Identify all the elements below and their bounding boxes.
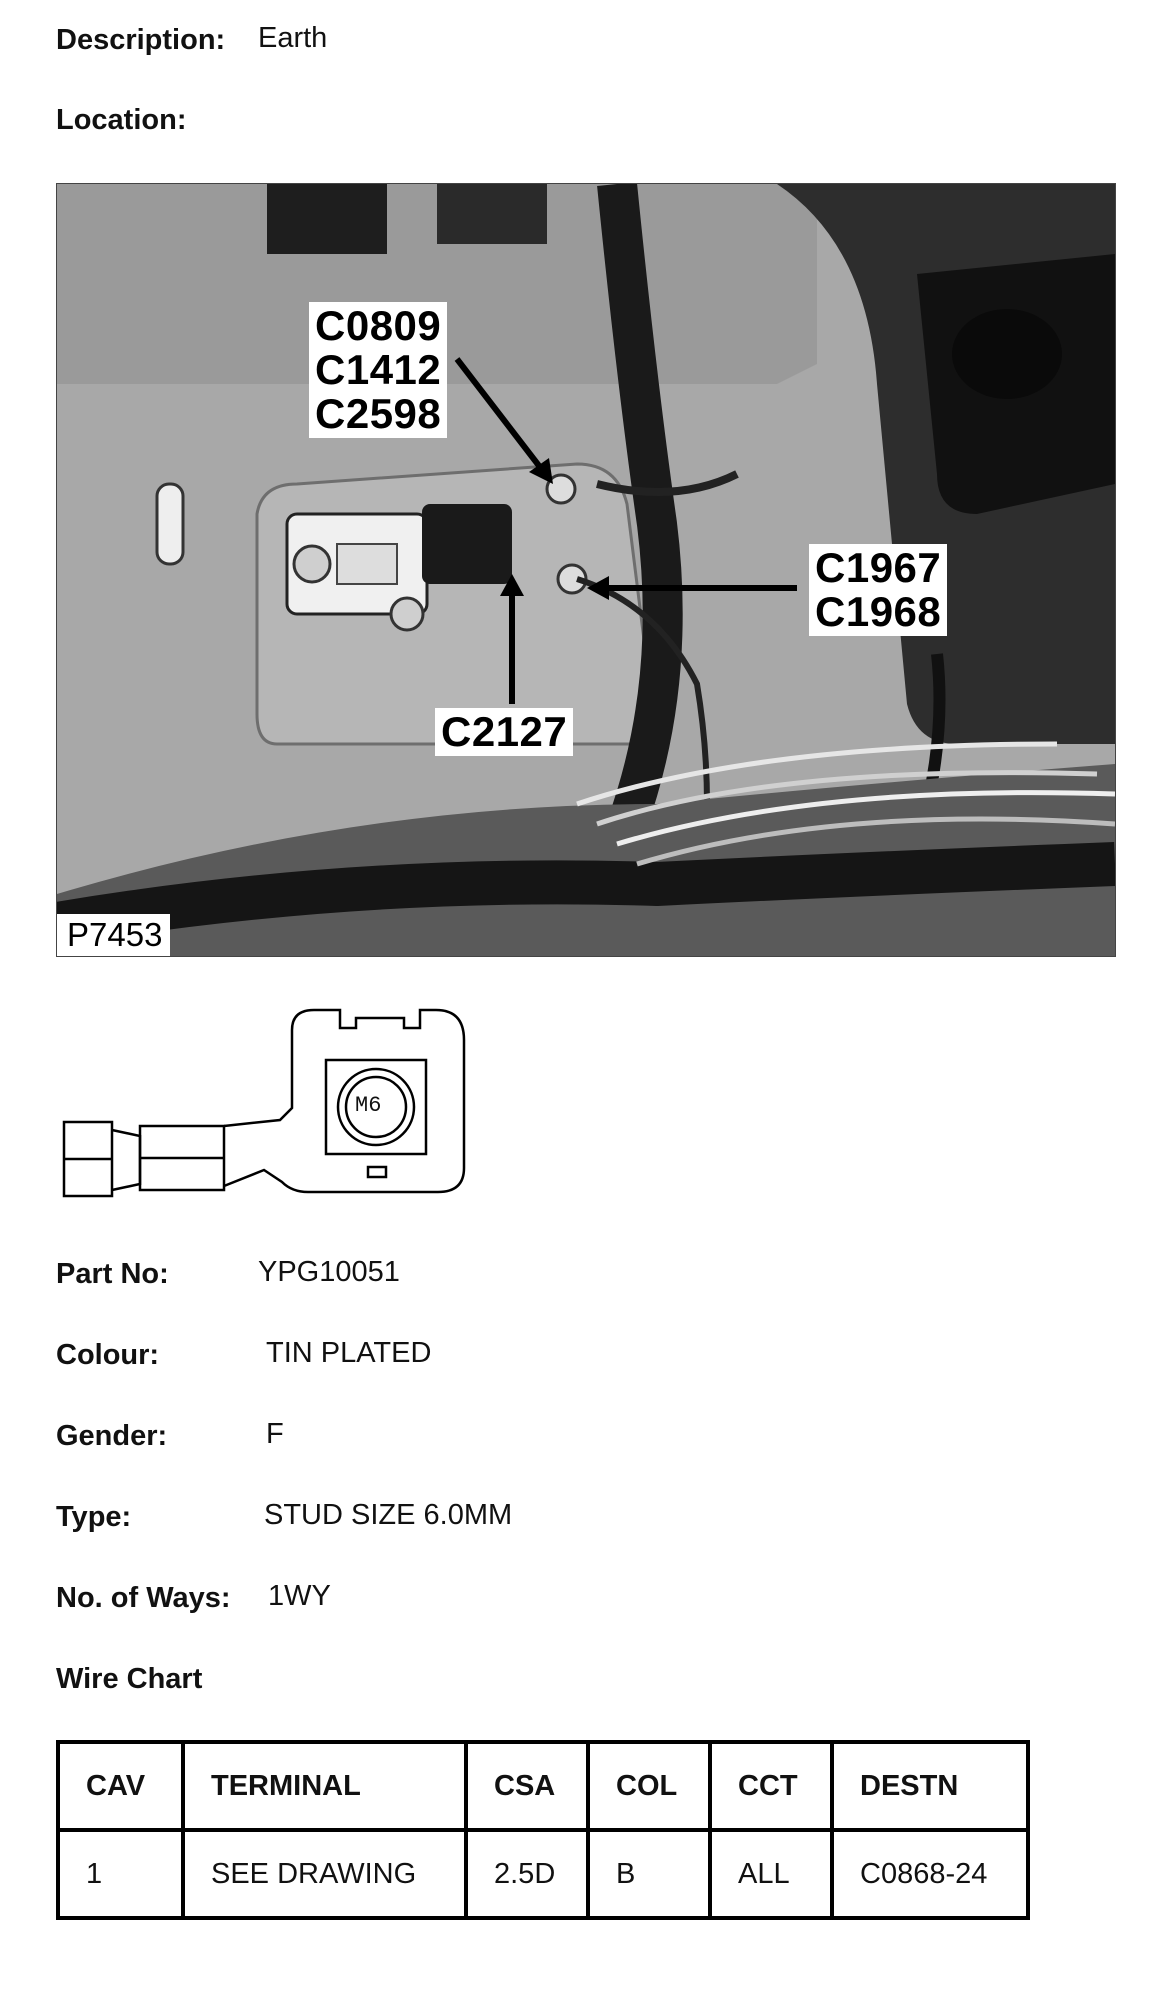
cell-csa: 2.5D <box>466 1830 588 1918</box>
part-no-value: YPG10051 <box>258 1256 400 1288</box>
location-photo <box>56 183 1116 957</box>
location-label: Location: <box>56 104 187 136</box>
callout-text: C0809 <box>315 302 442 349</box>
no-of-ways-value: 1WY <box>268 1580 331 1612</box>
gender-value: F <box>266 1418 284 1450</box>
wire-chart-table <box>56 1740 1030 1920</box>
connector-drawing <box>56 1000 476 1215</box>
type-value: STUD SIZE 6.0MM <box>264 1499 513 1531</box>
cell-cav: 1 <box>58 1830 183 1918</box>
cell-col: B <box>588 1830 710 1918</box>
colour-label: Colour: <box>56 1339 160 1371</box>
callout-text: C1412 <box>315 346 442 393</box>
header-cav: CAV <box>58 1742 183 1830</box>
colour-value: TIN PLATED <box>266 1337 432 1369</box>
photo-id-label: P7453 <box>57 914 170 956</box>
callout-text: C1968 <box>815 588 942 635</box>
part-no-label: Part No: <box>56 1258 169 1290</box>
cell-cct: ALL <box>710 1830 832 1918</box>
wire-chart-title: Wire Chart <box>56 1663 203 1695</box>
callout-text: C2127 <box>441 708 568 755</box>
cell-destn: C0868-24 <box>832 1830 1028 1918</box>
header-destn: DESTN <box>832 1742 1028 1830</box>
header-cct: CCT <box>710 1742 832 1830</box>
header-csa: CSA <box>466 1742 588 1830</box>
callout-text: C2598 <box>315 390 442 437</box>
header-col: COL <box>588 1742 710 1830</box>
table-header-row <box>58 1742 1028 1830</box>
callout-c2127 <box>435 708 573 756</box>
callout-c1967-c1968 <box>809 544 947 636</box>
description-label: Description: <box>56 24 226 56</box>
no-of-ways-label: No. of Ways: <box>56 1582 231 1614</box>
table-row <box>58 1830 1028 1918</box>
gender-label: Gender: <box>56 1420 168 1452</box>
description-value: Earth <box>258 22 328 54</box>
type-label: Type: <box>56 1501 132 1533</box>
callout-c0809-c1412-c2598 <box>309 302 447 438</box>
photo-illustration <box>57 184 1115 956</box>
stud-size-label: M6 <box>355 1093 382 1118</box>
header-terminal: TERMINAL <box>183 1742 466 1830</box>
callout-text: C1967 <box>815 544 942 591</box>
cell-terminal: SEE DRAWING <box>183 1830 466 1918</box>
